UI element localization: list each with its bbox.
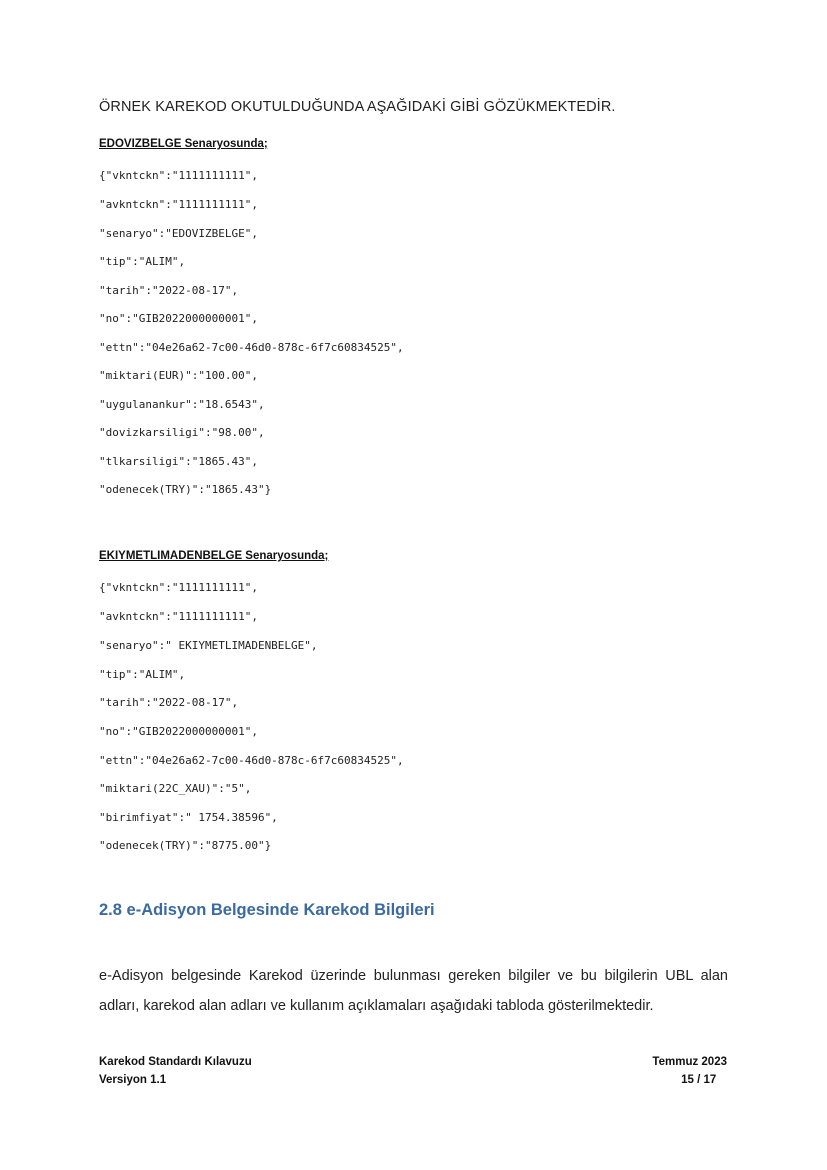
scenario-ekiymetlimadenbelge-title: EKIYMETLIMADENBELGE Senaryosunda;	[99, 550, 329, 562]
intro-heading: ÖRNEK KAREKOD OKUTULDUĞUNDA AŞAĞIDAKİ GİBİ GÖZÜKMEKTEDİR.	[99, 99, 616, 115]
code-line: "tlkarsiligi":"1865.43",	[99, 455, 258, 468]
code-line: "miktari(22C_XAU)":"5",	[99, 782, 252, 795]
code-line: "ettn":"04e26a62-7c00-46d0-878c-6f7c60834525",	[99, 341, 404, 354]
code-line: "senaryo":" EKIYMETLIMADENBELGE",	[99, 639, 318, 652]
code-line: "dovizkarsiligi":"98.00",	[99, 426, 265, 439]
code-line: "odenecek(TRY)":"8775.00"}	[99, 839, 272, 852]
footer-version: Versiyon 1.1	[99, 1074, 167, 1086]
footer-date: Temmuz 2023	[652, 1056, 727, 1068]
code-line: {"vkntckn":"1111111111",	[99, 581, 258, 594]
code-line: "ettn":"04e26a62-7c00-46d0-878c-6f7c60834525",	[99, 754, 404, 767]
code-line: "tip":"ALIM",	[99, 668, 186, 681]
code-line: "avkntckn":"1111111111",	[99, 198, 258, 211]
footer-guide-title: Karekod Standardı Kılavuzu	[99, 1056, 252, 1068]
code-line: "birimfiyat":" 1754.38596",	[99, 811, 278, 824]
code-line: "avkntckn":"1111111111",	[99, 610, 258, 623]
code-line: "uygulanankur":"18.6543",	[99, 398, 265, 411]
section-heading: 2.8 e-Adisyon Belgesinde Karekod Bilgileri	[99, 901, 435, 919]
code-line: "tarih":"2022-08-17",	[99, 284, 239, 297]
code-line: "tip":"ALIM",	[99, 255, 186, 268]
footer-right	[652, 1053, 727, 1089]
footer-page-number: 15 / 17	[681, 1074, 717, 1086]
body-paragraph: e-Adisyon belgesinde Karekod üzerinde bulunması gereken bilgiler ve bu bilgilerin UBL alan adları, karekod alan adları ve kullanım açıklamaları aşağıdaki tabloda gösterilmektedir.	[99, 968, 728, 1014]
code-line: "miktari(EUR)":"100.00",	[99, 369, 258, 382]
code-line: "senaryo":"EDOVIZBELGE",	[99, 227, 258, 240]
footer-left	[99, 1053, 252, 1089]
code-line: {"vkntckn":"1111111111",	[99, 169, 258, 182]
code-line: "odenecek(TRY)":"1865.43"}	[99, 483, 272, 496]
code-line: "no":"GIB2022000000001",	[99, 725, 258, 738]
code-line: "no":"GIB2022000000001",	[99, 312, 258, 325]
code-line: "tarih":"2022-08-17",	[99, 696, 239, 709]
scenario-edovizbelge-title: EDOVIZBELGE Senaryosunda;	[99, 138, 268, 150]
